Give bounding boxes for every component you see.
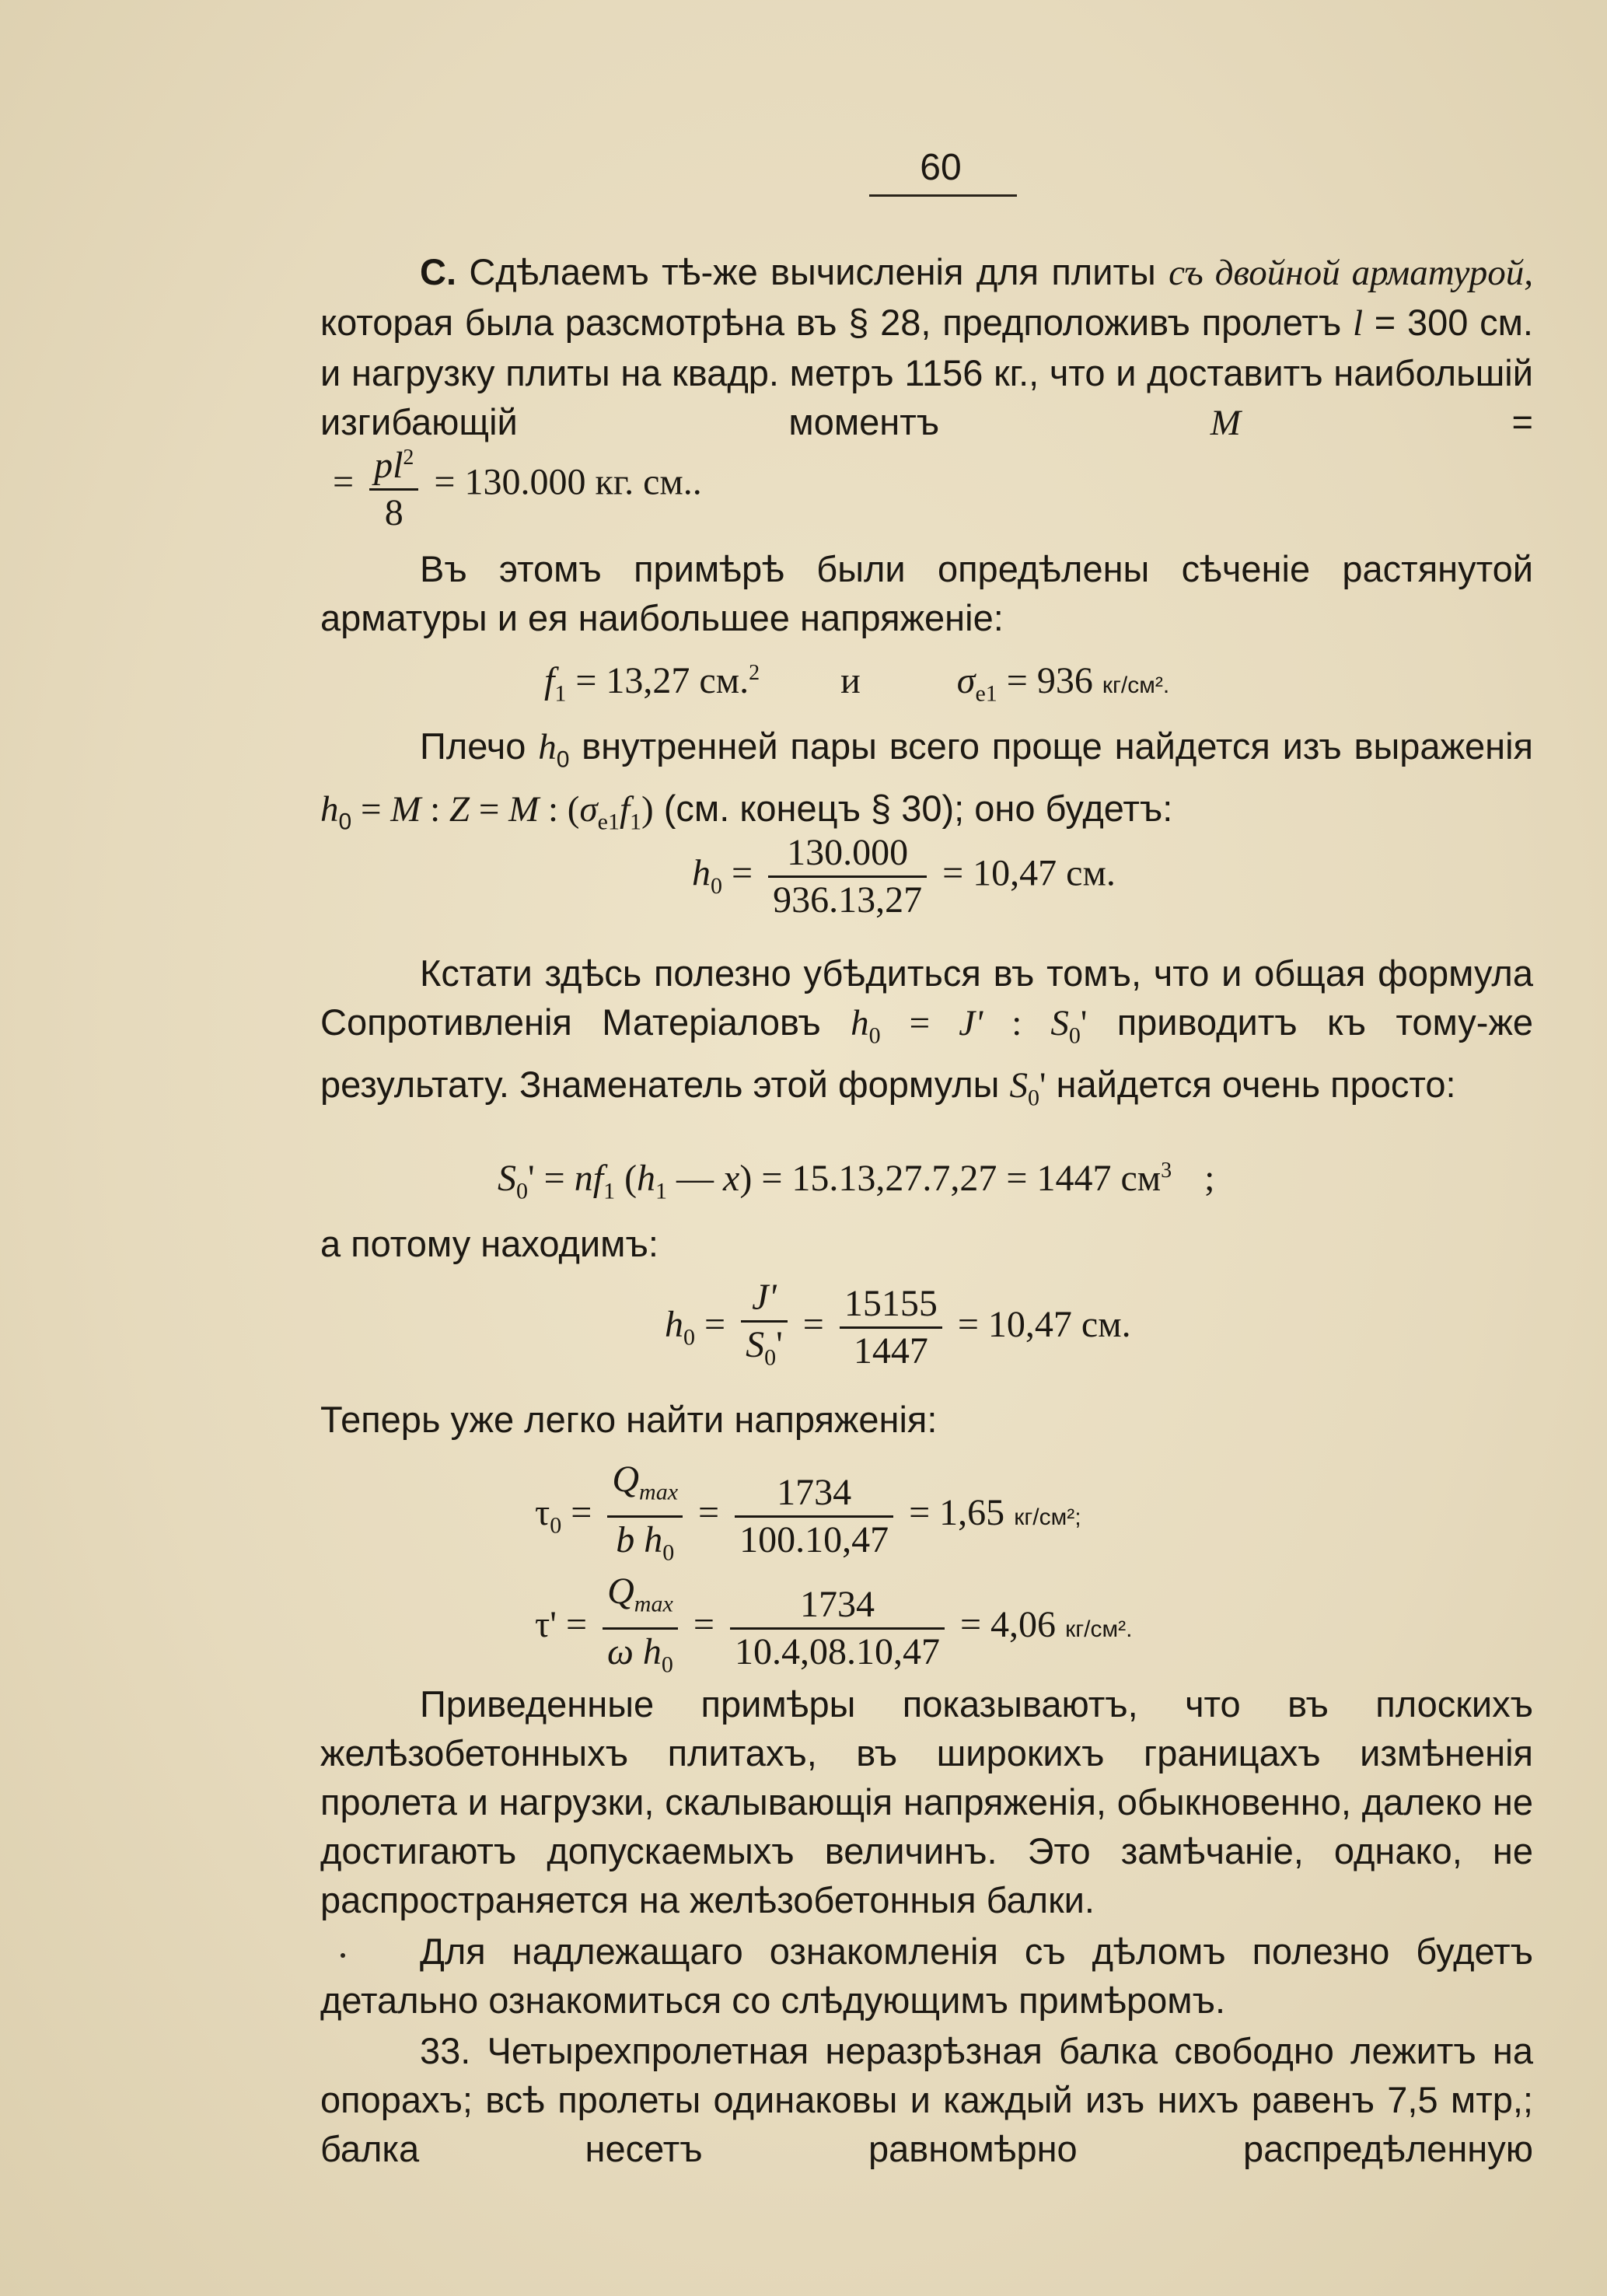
paragraph-lever-arm: Плечо $h_0$ внутренней пары всего проще найдется изъ выраженія $h_0 = M$ : Z = M : $(\sigma_{e1}f_1)$ (см. конецъ § 30); оно будетъ:	[320, 725, 1533, 835]
equation-h0: $h_0$ = $\frac{130.000}{936.13,27}$ = 10,47 см.	[692, 832, 1116, 921]
equation-f1: $f_1 = 13,27$ см.$^2$ и $\sigma_{e1} = 936$ кг/см².	[544, 660, 1170, 707]
page-number: 60	[920, 147, 962, 188]
print-dot	[341, 1953, 345, 1958]
italic-phrase: съ двойной арматурой,	[1169, 253, 1534, 293]
paragraph-c-label: С.	[420, 251, 456, 292]
paragraph-33: 33. Четырехпролетная неразрѣзная балка свободно лежитъ на опорахъ; всѣ пролеты одинаковы и каждый изъ нихъ равенъ 7,5 мтр,; балка несетъ равномѣрно распредѣленную	[320, 2030, 1533, 2169]
paragraph-example-intro: Для надлежащаго ознакомленія съ дѣломъ полезно будетъ детально ознакомиться со слѣдующимъ примѣромъ.	[320, 1931, 1533, 2021]
equation-tau0: $\tau_0$ = $\frac{Q_{max}}{b h_0}$ = $\frac{1734}{100.10,47}$ = 1,65 кг/см²;	[535, 1459, 1081, 1566]
paragraph-strength-formula: Кстати здѣсь полезно убѣдиться въ томъ, что и общая формула Сопротивленія Матеріаловъ $h_0 = J'$ : $S_0'$ приводитъ къ тому-же результату. Знаменатель этой формулы $S_0'$ найдется очень просто:	[320, 952, 1534, 1111]
paragraph-stresses: Теперь уже легко найти напряженія:	[320, 1399, 938, 1440]
paragraph-c: С. Сдѣлаемъ тѣ-же вычисленія для плиты съ двойной арматурой, которая была разсмотрѣна въ § 28, предположивъ пролетъ l = 300 см. и нагрузку плиты на квадр. метръ 1156 кг., что и доставитъ наибольшій изгибающій моментъ M =	[320, 251, 1534, 443]
equation-tau-prime: τ' = $\frac{Q_{max}}{\omega h_0}$ = $\frac{1734}{10.4,08.10,47}$ = 4,06 кг/см².	[535, 1571, 1133, 1678]
paragraph-conclusion: Приведенные примѣры показываютъ, что въ плоскихъ желѣзобетонныхъ плитахъ, въ широкихъ границахъ измѣненія пролета и нагрузки, скалывающія напряженія, обыкновенно, далеко не достигаютъ допускаемыхъ величинъ. Это замѣчаніе, однако, не распространяется на желѣзобетонныя балки.	[320, 1683, 1533, 1920]
paragraph-find: а потому находимъ:	[320, 1223, 659, 1264]
paragraph-area: Въ этомъ примѣрѣ были опредѣлены сѣченіе растянутой арматуры и ея наибольшее напряженіе:	[320, 548, 1533, 638]
moment-formula: = $\frac{pl^2}{8}$ = 130.000 кг. см..	[333, 435, 702, 536]
equation-h0-check: $h_0$ = $\frac{J'}{S_0'}$ = $\frac{15155}{1447}$ = 10,47 см.	[665, 1277, 1131, 1372]
page-number-rule	[869, 194, 1017, 197]
equation-s0: $S_0' = nf_1$ ($h_1$ — x) = 15.13,27.7,27 = 1447 $см^3$ ;	[498, 1158, 1215, 1204]
